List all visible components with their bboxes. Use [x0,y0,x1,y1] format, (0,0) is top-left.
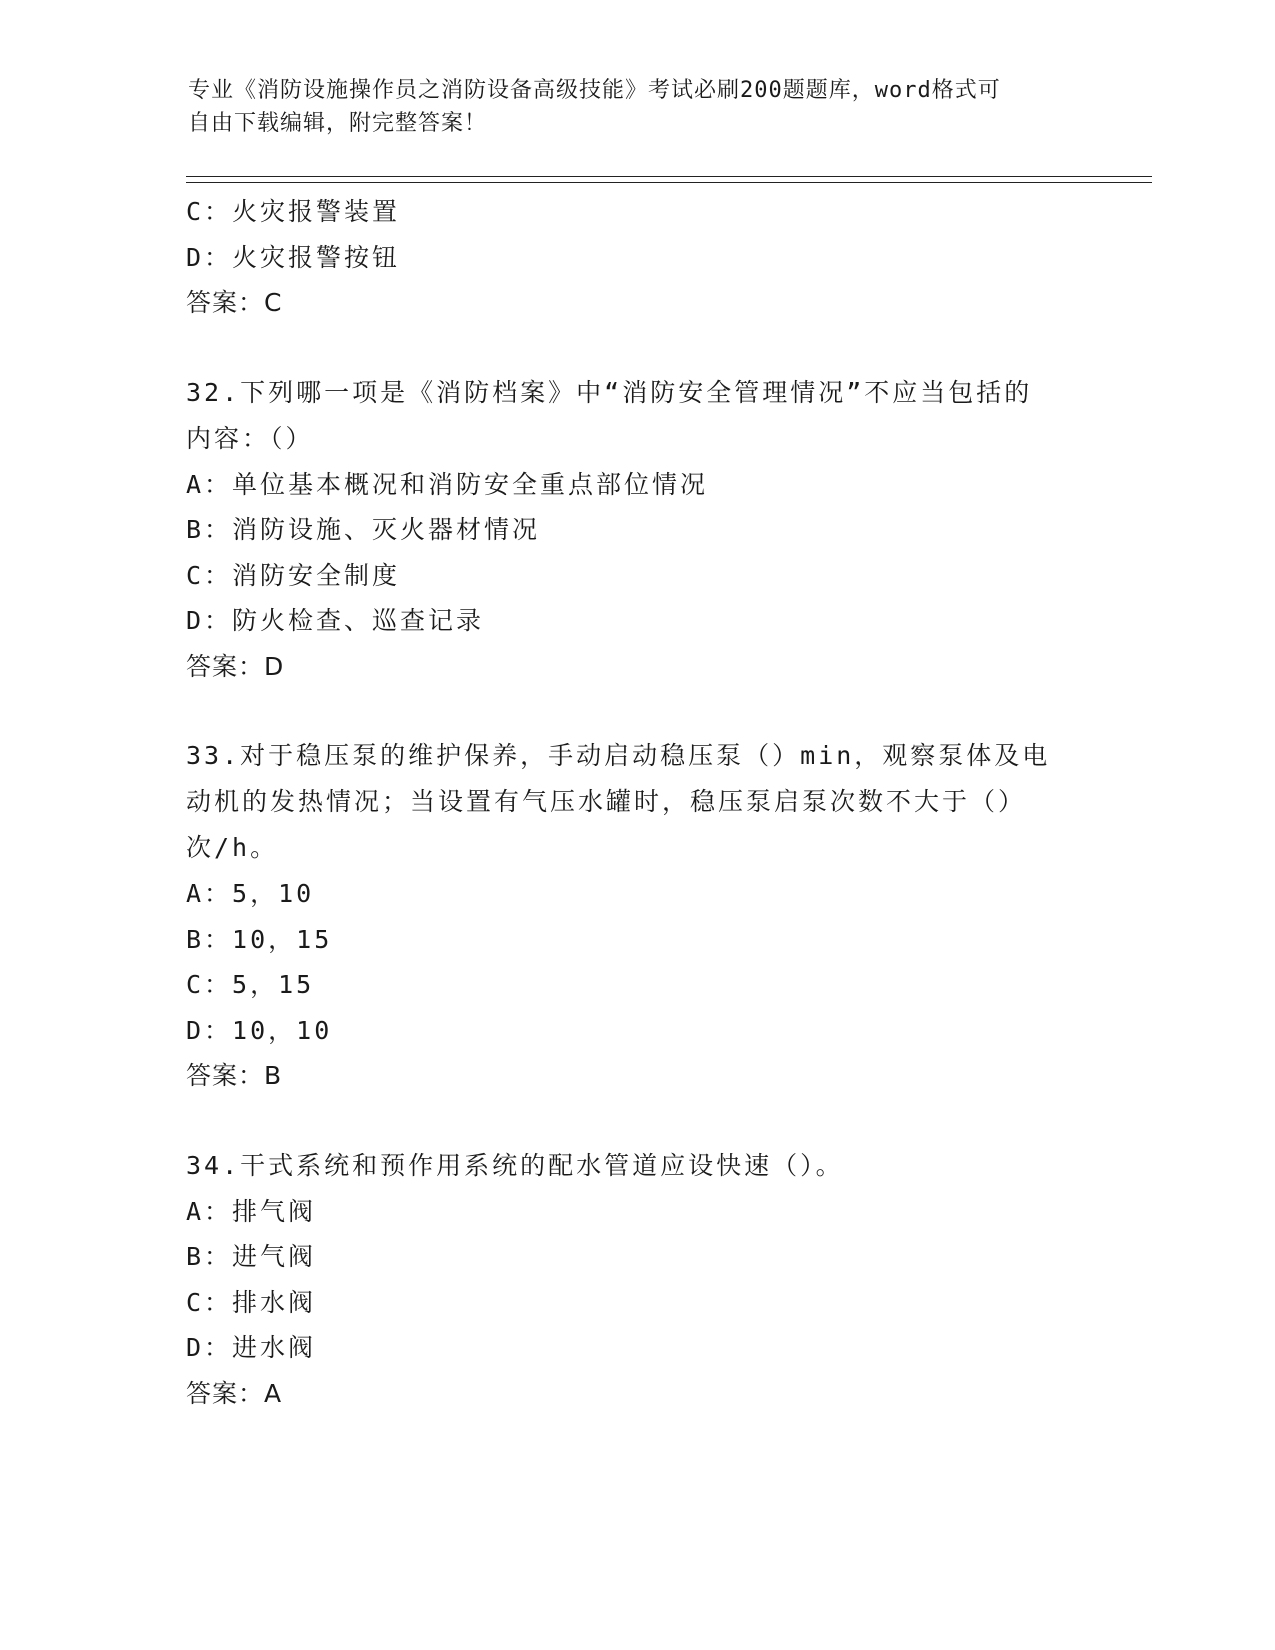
question-stem-line: 34.干式系统和预作用系统的配水管道应设快速（）。 [186,1150,844,1180]
question-stem-line: 次/h。 [186,833,279,862]
option-a: A：单位基本概况和消防安全重点部位情况 [186,469,709,499]
option-a: A：5，10 [186,879,315,908]
option-c: C：消防安全制度 [186,560,401,590]
answer: 答案：D [186,651,285,681]
question-stem-line: 内容：（） [186,423,314,453]
option-c: C：5，15 [186,970,315,999]
header-line-2: 自由下载编辑，附完整答案！ [188,111,488,136]
option-c: C：火灾报警装置 [186,197,401,226]
answer: 答案：A [186,1378,283,1408]
header-rule-top [186,176,1152,177]
option-b: B：10，15 [186,924,333,954]
option-b: B：进气阀 [186,1242,317,1271]
question-31-continued [186,189,1106,326]
answer: 答案：B [186,1061,283,1090]
answer: 答案：C [186,288,283,317]
header-rule-bottom [186,182,1152,183]
document-header [188,74,1088,140]
question-stem-line: 32.下列哪一项是《消防档案》中“消防安全管理情况”不应当包括的 [186,377,1033,407]
option-d: D：火灾报警按钮 [186,242,401,272]
question-32 [186,370,1106,690]
option-d: D：进水阀 [186,1333,317,1362]
option-a: A：排气阀 [186,1196,317,1226]
question-list [186,189,1106,1416]
question-stem-line: 动机的发热情况；当设置有气压水罐时，稳压泵启泵次数不大于（） [186,787,1027,816]
option-b: B：消防设施、灭火器材情况 [186,515,541,544]
option-c: C：排水阀 [186,1287,317,1317]
option-d: D：防火检查、巡查记录 [186,606,485,635]
question-33 [186,733,1106,1099]
header-line-1: 专业《消防设施操作员之消防设备高级技能》考试必刷200题题库，word格式可 [188,78,1001,103]
question-34 [186,1143,1106,1417]
question-stem-line: 33.对于稳压泵的维护保养，手动启动稳压泵（）min，观察泵体及电 [186,741,1051,770]
option-d: D：10，10 [186,1015,333,1045]
